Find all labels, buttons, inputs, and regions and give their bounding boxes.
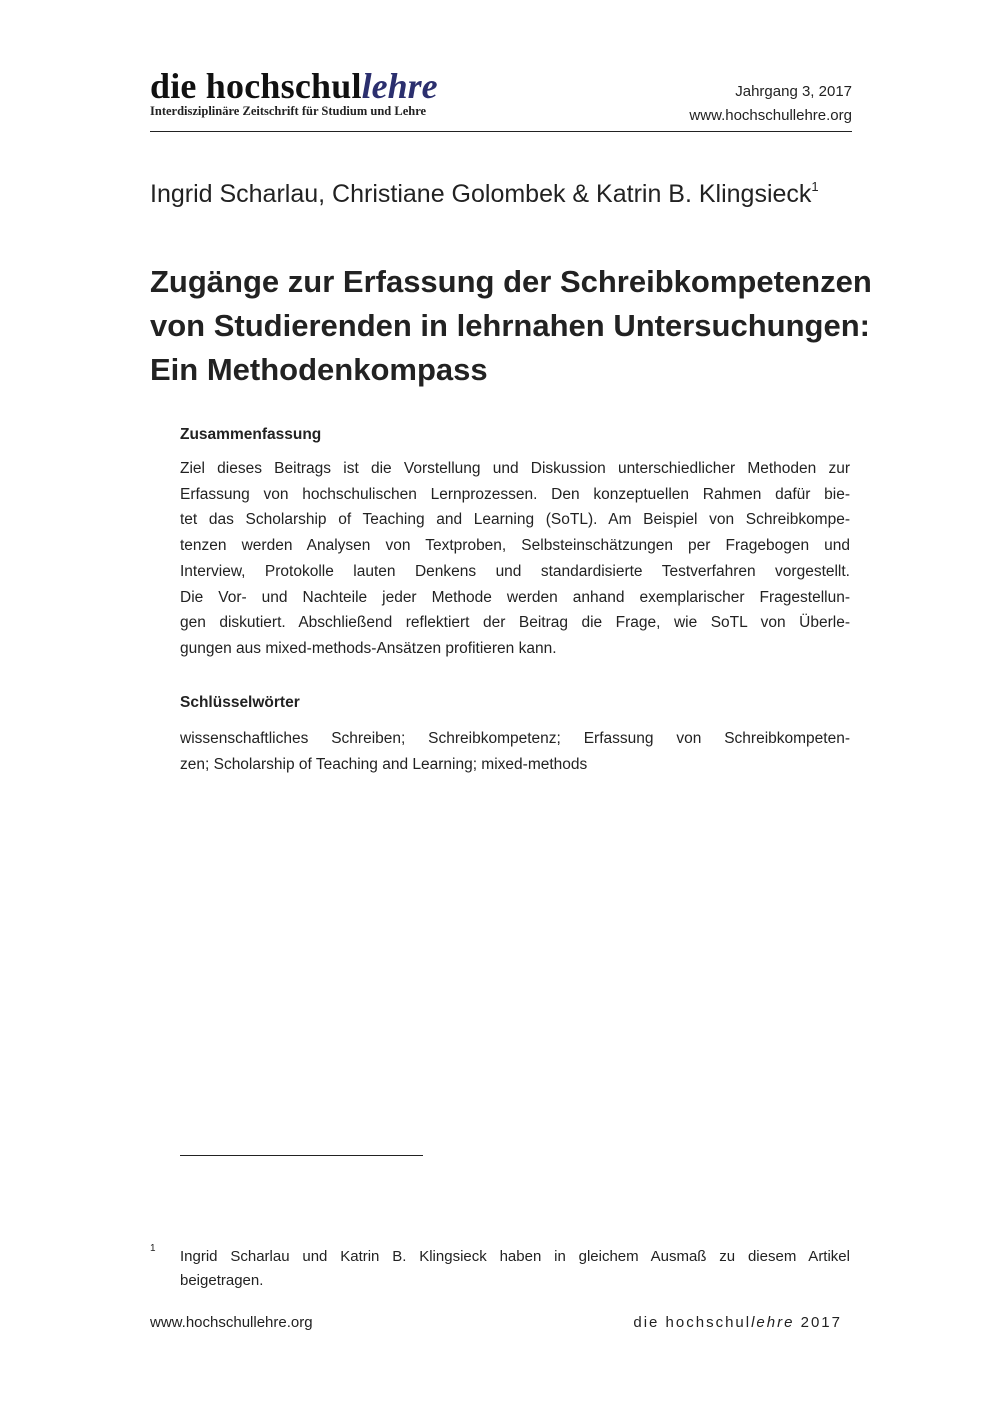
header-divider xyxy=(150,131,852,132)
title-line: von Studierenden in lehrnahen Untersuchungen: xyxy=(150,308,870,343)
footer-year: 2017 xyxy=(800,1314,842,1331)
volume-year: Jahrgang 3, 2017 xyxy=(735,83,852,100)
keywords-heading: Schlüsselwörter xyxy=(180,694,300,711)
logo-main-text: die hochschul xyxy=(150,66,362,106)
footer-journal xyxy=(633,1314,842,1331)
logo-subtitle: Interdisziplinäre Zeitschrift für Studium und Lehre xyxy=(150,104,427,118)
logo-accent-text: lehre xyxy=(361,66,438,106)
footer-journal-prefix: die hochschul xyxy=(633,1314,752,1331)
abstract-line: Ziel dieses Beitrags ist die Vorstellung und Diskussion unterschiedlicher Methoden zur xyxy=(180,460,850,477)
keywords-text xyxy=(180,726,850,777)
header-meta xyxy=(689,80,852,128)
keywords-line: wissenschaftliches Schreiben; Schreibkompetenz; Erfassung von Schreibkompeten- xyxy=(180,730,850,747)
abstract-line: tet das Scholarship of Teaching and Learning (SoTL). Am Beispiel von Schreibkompe- xyxy=(180,511,850,529)
footnote-text xyxy=(180,1245,850,1293)
footer-website: www.hochschullehre.org xyxy=(150,1314,313,1331)
abstract-line: tenzen werden Analysen von Textproben, Selbsteinschätzungen per Fragebogen und xyxy=(180,537,850,555)
abstract-line: gen diskutiert. Abschließend reflektiert der Beitrag die Frage, wie SoTL von Überle- xyxy=(180,614,850,632)
footnote-line: beigetragen. xyxy=(180,1272,264,1289)
footnote-line: Ingrid Scharlau und Katrin B. Klingsieck haben in gleichem Ausmaß zu diesem Artikel xyxy=(180,1248,850,1265)
journal-logo xyxy=(150,68,438,104)
header-website: www.hochschullehre.org xyxy=(689,107,852,124)
title-line: Zugänge zur Erfassung der Schreibkompetenzen xyxy=(150,264,872,299)
author-list xyxy=(150,180,819,209)
author-footnote-marker: 1 xyxy=(811,178,819,194)
footnote-divider xyxy=(180,1155,423,1156)
keywords-line: zen; Scholarship of Teaching and Learning; mixed-methods xyxy=(180,755,588,773)
abstract-line: Interview, Protokolle lauten Denkens und standardisierte Testverfahren vorgestellt. xyxy=(180,562,850,580)
abstract-text xyxy=(180,456,850,662)
article-title xyxy=(150,260,872,392)
abstract-line: gungen aus mixed-methods-Ansätzen profitieren kann. xyxy=(180,639,557,657)
abstract-line: Erfassung von hochschulischen Lernprozessen. Den konzeptuellen Rahmen dafür bie- xyxy=(180,485,850,503)
abstract-heading: Zusammenfassung xyxy=(180,426,322,443)
author-names: Ingrid Scharlau, Christiane Golombek & Katrin B. Klingsieck xyxy=(150,180,812,208)
title-line: Ein Methodenkompass xyxy=(150,352,488,387)
abstract-line: Die Vor- und Nachteile jeder Methode werden anhand exemplarischer Fragestellun- xyxy=(180,588,850,606)
footer-journal-italic: lehre xyxy=(751,1314,795,1331)
footnote-marker: 1 xyxy=(150,1243,156,1254)
